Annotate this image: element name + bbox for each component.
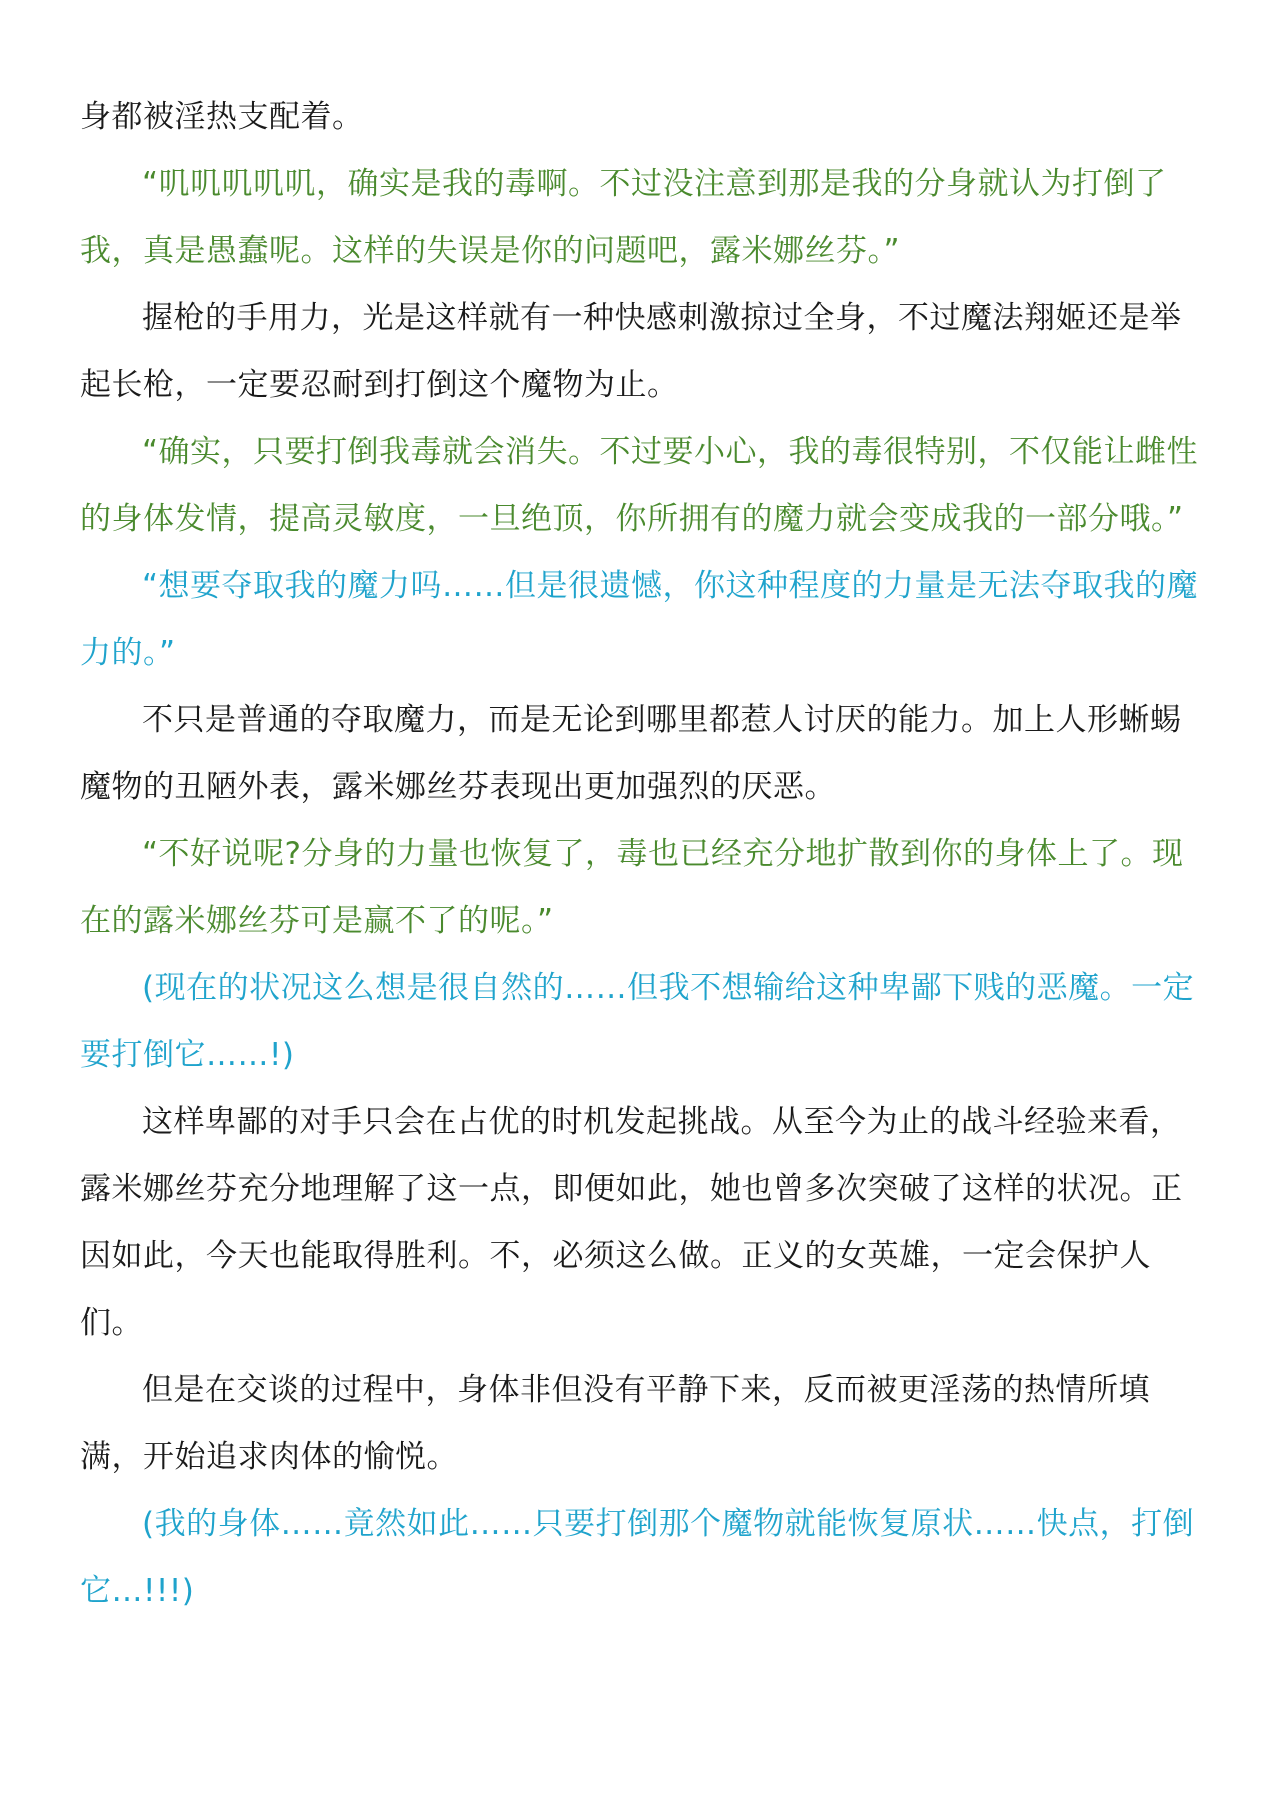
paragraph-dialogue-villain-1: “叽叽叽叽叽，确实是我的毒啊。不过没注意到那是我的分身就认为打倒了我，真是愚蠢呢。这样的失误是你的问题吧，露米娜丝芬。” [80, 166, 1167, 269]
paragraph-dialogue-villain-2: “确实，只要打倒我毒就会消失。不过要小心，我的毒很特别，不仅能让雌性的身体发情，提高灵敏度，一旦绝顶，你所拥有的魔力就会变成我的一部分哦。” [80, 434, 1199, 537]
paragraph-narration-5: 但是在交谈的过程中，身体非但没有平静下来，反而被更淫荡的热情所填满，开始追求肉体的愉悦。 [80, 1372, 1150, 1475]
paragraph-narration-4: 这样卑鄙的对手只会在占优的时机发起挑战。从至今为止的战斗经验来看，露米娜丝芬充分地理解了这一点，即便如此，她也曾多次突破了这样的状况。正因如此，今天也能取得胜利。不，必须这么做。正义的女英雄，一定会保护人们。 [80, 1104, 1183, 1341]
paragraph-dialogue-villain-3: “不好说呢?分身的力量也恢复了，毒也已经充分地扩散到你的身体上了。现在的露米娜丝芬可是赢不了的呢。” [80, 836, 1184, 939]
paragraph-narration-3: 不只是普通的夺取魔力，而是无论到哪里都惹人讨厌的能力。加上人形蜥蜴魔物的丑陋外表，露米娜丝芬表现出更加强烈的厌恶。 [80, 702, 1182, 805]
paragraph-thought-heroine-2: (我的身体……竟然如此……只要打倒那个魔物就能恢复原状……快点，打倒它…!!!) [80, 1506, 1195, 1609]
paragraph-dialogue-heroine-1: “想要夺取我的魔力吗……但是很遗憾，你这种程度的力量是无法夺取我的魔力的。” [80, 568, 1199, 671]
paragraph-thought-heroine-1: (现在的状况这么想是很自然的……但我不想输给这种卑鄙下贱的恶魔。一定要打倒它……!) [80, 970, 1195, 1073]
paragraph-narration-1: 身都被淫热支配着。 [80, 99, 364, 135]
document-page [80, 84, 1210, 1625]
paragraph-narration-2: 握枪的手用力，光是这样就有一种快感刺激掠过全身，不过魔法翔姬还是举起长枪，一定要忍耐到打倒这个魔物为止。 [80, 300, 1182, 403]
